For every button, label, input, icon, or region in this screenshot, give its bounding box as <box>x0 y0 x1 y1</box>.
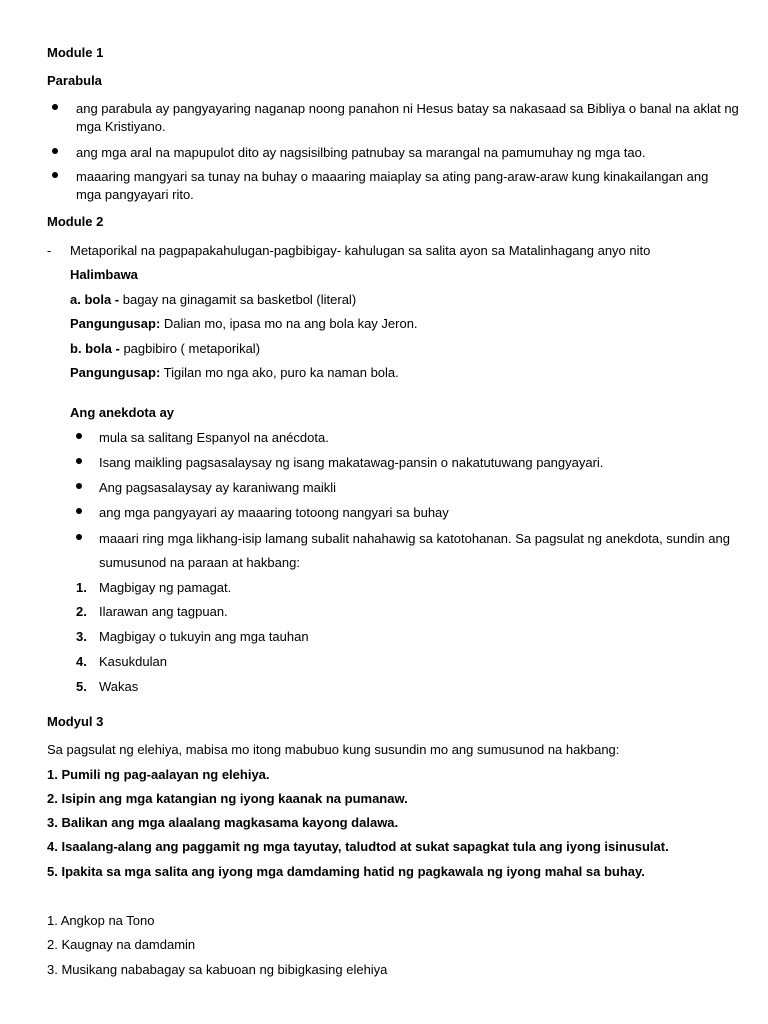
halimbawa-label: Halimbawa <box>70 267 138 282</box>
example-b-term: b. bola - <box>70 341 120 356</box>
bullet-icon <box>52 104 58 110</box>
anekdota-bullet-2: Isang maikling pagsasalaysay ng isang makatawag-pansin o nakatutuwang pangyayari. <box>99 455 604 470</box>
module1-bullet-3-cont: mga pangyayari rito. <box>76 187 194 202</box>
example-a-definition: bagay na ginagamit sa basketbol (literal) <box>119 292 357 307</box>
step-number: 2. <box>76 604 87 619</box>
module2-heading: Module 2 <box>47 214 104 229</box>
bullet-icon <box>76 534 82 540</box>
dash-marker: - <box>47 243 52 258</box>
anekdota-step-3: Magbigay o tukuyin ang mga tauhan <box>99 629 309 644</box>
anekdota-bullet-3: Ang pagsasalaysay ay karaniwang maikli <box>99 480 337 495</box>
example-a-term: a. bola - <box>70 292 120 307</box>
bullet-icon <box>52 148 58 154</box>
example-a-sentence-text: Dalian mo, ipasa mo na ang bola kay Jeron. <box>160 316 418 331</box>
anekdota-step-2: Ilarawan ang tagpuan. <box>99 604 228 619</box>
bullet-icon <box>76 508 82 514</box>
anekdota-bullet-1: mula sa salitang Espanyol na anécdota. <box>99 430 329 445</box>
anekdota-heading: Ang anekdota ay <box>70 405 175 420</box>
example-b-sentence <box>70 364 399 381</box>
step-number: 5. <box>76 679 87 694</box>
bullet-icon <box>76 483 82 489</box>
anekdota-step-4: Kasukdulan <box>99 654 167 669</box>
example-a <box>70 291 356 308</box>
module1-heading: Module 1 <box>47 45 104 60</box>
module1-bullet-2: ang mga aral na mapupulot dito ay nagsisilbing patnubay sa marangal na pamumuhay ng mga tao. <box>76 145 646 160</box>
step-number: 4. <box>76 654 87 669</box>
anekdota-bullet-5-cont: sumusunod na paraan at hakbang: <box>99 555 300 570</box>
elehiya-element-2: 2. Kaugnay na damdamin <box>47 937 196 952</box>
module1-subheading: Parabula <box>47 73 102 88</box>
anekdota-step-1: Magbigay ng pamagat. <box>99 580 232 595</box>
metaporikal-definition: Metaporikal na pagpapakahulugan-pagbibigay- kahulugan sa salita ayon sa Matalinhagang anyo nito <box>70 243 651 258</box>
bullet-icon <box>52 172 58 178</box>
module1-bullet-1-cont: mga Kristiyano. <box>76 119 166 134</box>
example-b-definition: pagbibiro ( metaporikal) <box>119 341 261 356</box>
bullet-icon <box>76 433 82 439</box>
example-b-sentence-text: Tigilan mo nga ako, puro ka naman bola. <box>160 365 399 380</box>
anekdota-bullet-4: ang mga pangyayari ay maaaring totoong nangyari sa buhay <box>99 505 449 520</box>
example-b <box>70 340 260 357</box>
anekdota-step-5: Wakas <box>99 679 139 694</box>
pangungusap-label: Pangungusap: <box>70 316 161 331</box>
elehiya-element-1: 1. Angkop na Tono <box>47 913 155 928</box>
elehiya-step-2: 2. Isipin ang mga katangian ng iyong kaanak na pumanaw. <box>47 791 408 806</box>
module3-heading: Modyul 3 <box>47 714 104 729</box>
step-number: 3. <box>76 629 87 644</box>
step-number: 1. <box>76 580 87 595</box>
elehiya-step-4: 4. Isaalang-alang ang paggamit ng mga tayutay, taludtod at sukat sapagkat tula ang iyong isinusulat. <box>47 839 669 854</box>
module3-intro: Sa pagsulat ng elehiya, mabisa mo itong mabubuo kung susundin mo ang sumusunod na hakbang: <box>47 742 620 757</box>
pangungusap-label: Pangungusap: <box>70 365 161 380</box>
elehiya-step-1: 1. Pumili ng pag-aalayan ng elehiya. <box>47 767 270 782</box>
bullet-icon <box>76 458 82 464</box>
elehiya-element-3: 3. Musikang nababagay sa kabuoan ng bibigkasing elehiya <box>47 962 388 977</box>
module1-bullet-1: ang parabula ay pangyayaring naganap noong panahon ni Hesus batay sa nakasaad sa Bibliya o banal na aklat ng <box>76 101 739 116</box>
anekdota-bullet-5: maaari ring mga likhang-isip lamang subalit nahahawig sa katotohanan. Sa pagsulat ng anekdota, sundin ang <box>99 531 730 546</box>
module1-bullet-3: maaaring mangyari sa tunay na buhay o maaaring maiaplay sa ating pang-araw-araw kung kinakailangan ang <box>76 169 709 184</box>
example-a-sentence <box>70 315 418 332</box>
elehiya-step-5: 5. Ipakita sa mga salita ang iyong mga damdaming hatid ng pagkawala ng iyong mahal sa buhay. <box>47 864 645 879</box>
elehiya-step-3: 3. Balikan ang mga alaalang magkasama kayong dalawa. <box>47 815 399 830</box>
